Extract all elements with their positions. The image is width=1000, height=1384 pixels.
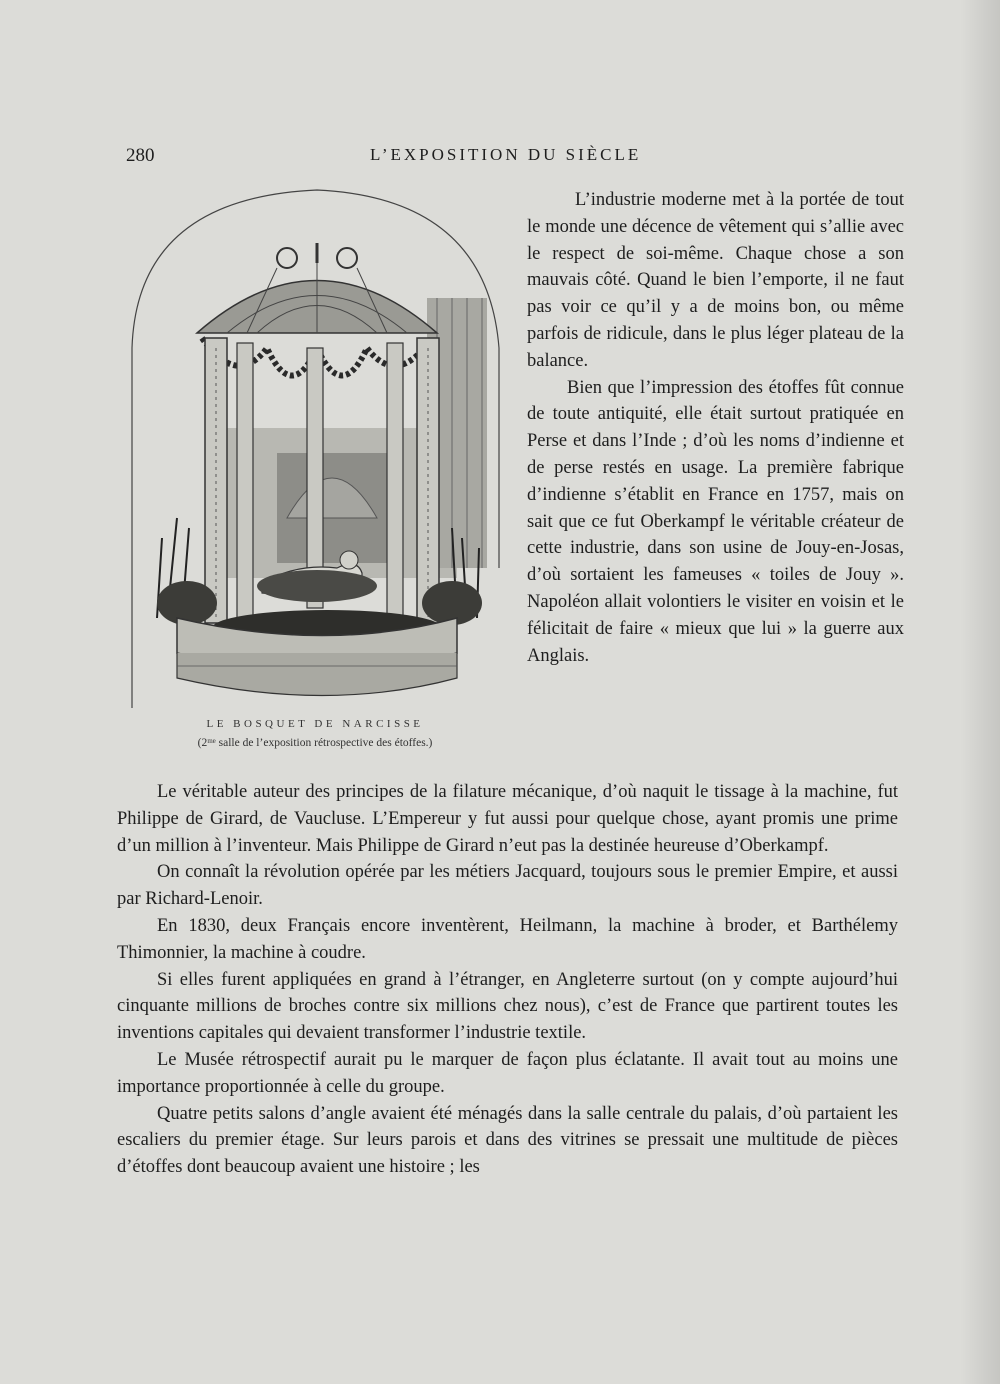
paragraph: Bien que l’impression des étoffes fût connue de toute antiquité, elle était surtout pratiquée en Perse et dans l’Inde ; d’où les noms d’indienne et de perse restés en usage. La première fabrique d’indienne s’établit en France en 1757, mais on sait que ce fut Oberkampf le véritable créateur de cette industrie, dans son usine de Jouy-en-Josas, d’où sortaient les fameuses « toiles de Jouy ». Napoléon allait volontiers le visiter en voisin et le félicitait de faire « mieux que lui » la guerre aux Anglais. — [527, 377, 904, 666]
running-header — [126, 145, 662, 171]
gazebo-engraving — [127, 188, 507, 708]
paragraph: Quatre petits salons d’angle avaient été ménagés dans la salle centrale du palais, d’où partaient les escaliers du premier étage. Sur leurs parois et dans des vitrines se pressait une multitude de pièces d’étoffes dont beaucoup avaient une histoire ; les — [117, 1103, 898, 1178]
figure-caption-subtitle: (2ᵐᵉ salle de l’exposition rétrospective des étoffes.) — [197, 737, 433, 749]
figure-caption-title: LE BOSQUET DE NARCISSE — [206, 718, 424, 730]
column-text — [527, 187, 904, 669]
page-number: 280 — [126, 145, 155, 166]
page-edge-shadow — [960, 0, 1000, 1384]
paragraph: En 1830, deux Français encore inventèrent, Heilmann, la machine à broder, et Barthélemy Thimonnier, la machine à coudre. — [117, 915, 898, 963]
paragraph: L’industrie moderne met à la portée de tout le monde une décence de vêtement qui s’allie avec le respect de soi-même. Chaque chose a son mauvais côté. Quand le bien l’emporte, il ne faut pas voir ce qu’il y a de moins bon, ou même parfois de ridicule, dans le plus léger plateau de la balance. — [527, 190, 904, 371]
running-title: L’EXPOSITION DU SIÈCLE — [370, 145, 642, 164]
body-text — [117, 779, 898, 1181]
paragraph: Si elles furent appliquées en grand à l’étranger, en Angleterre surtout (on y compte aujourd’hui cinquante millions de broches contre six millions chez nous), c’est de France que partirent toutes les inventions capitales qui devaient transformer l’industrie textile. — [117, 969, 898, 1044]
paragraph: Le véritable auteur des principes de la filature mécanique, d’où naquit le tissage à la machine, fut Philippe de Girard, de Vaucluse. L’Empereur y fut aussi pour quelque chose, ayant promis une prime d’un million à l’inventeur. Mais Philippe de Girard n’eut pas la destinée heureuse d’Oberkampf. — [117, 782, 898, 856]
paragraph: Le Musée rétrospectif aurait pu le marquer de façon plus éclatante. Il avait tout au moins une importance proportionnée à celle du groupe. — [117, 1049, 898, 1097]
engraving-illustration — [127, 188, 507, 708]
paragraph: On connaît la révolution opérée par les métiers Jacquard, toujours sous le premier Empire, et aussi par Richard-Lenoir. — [117, 862, 898, 910]
